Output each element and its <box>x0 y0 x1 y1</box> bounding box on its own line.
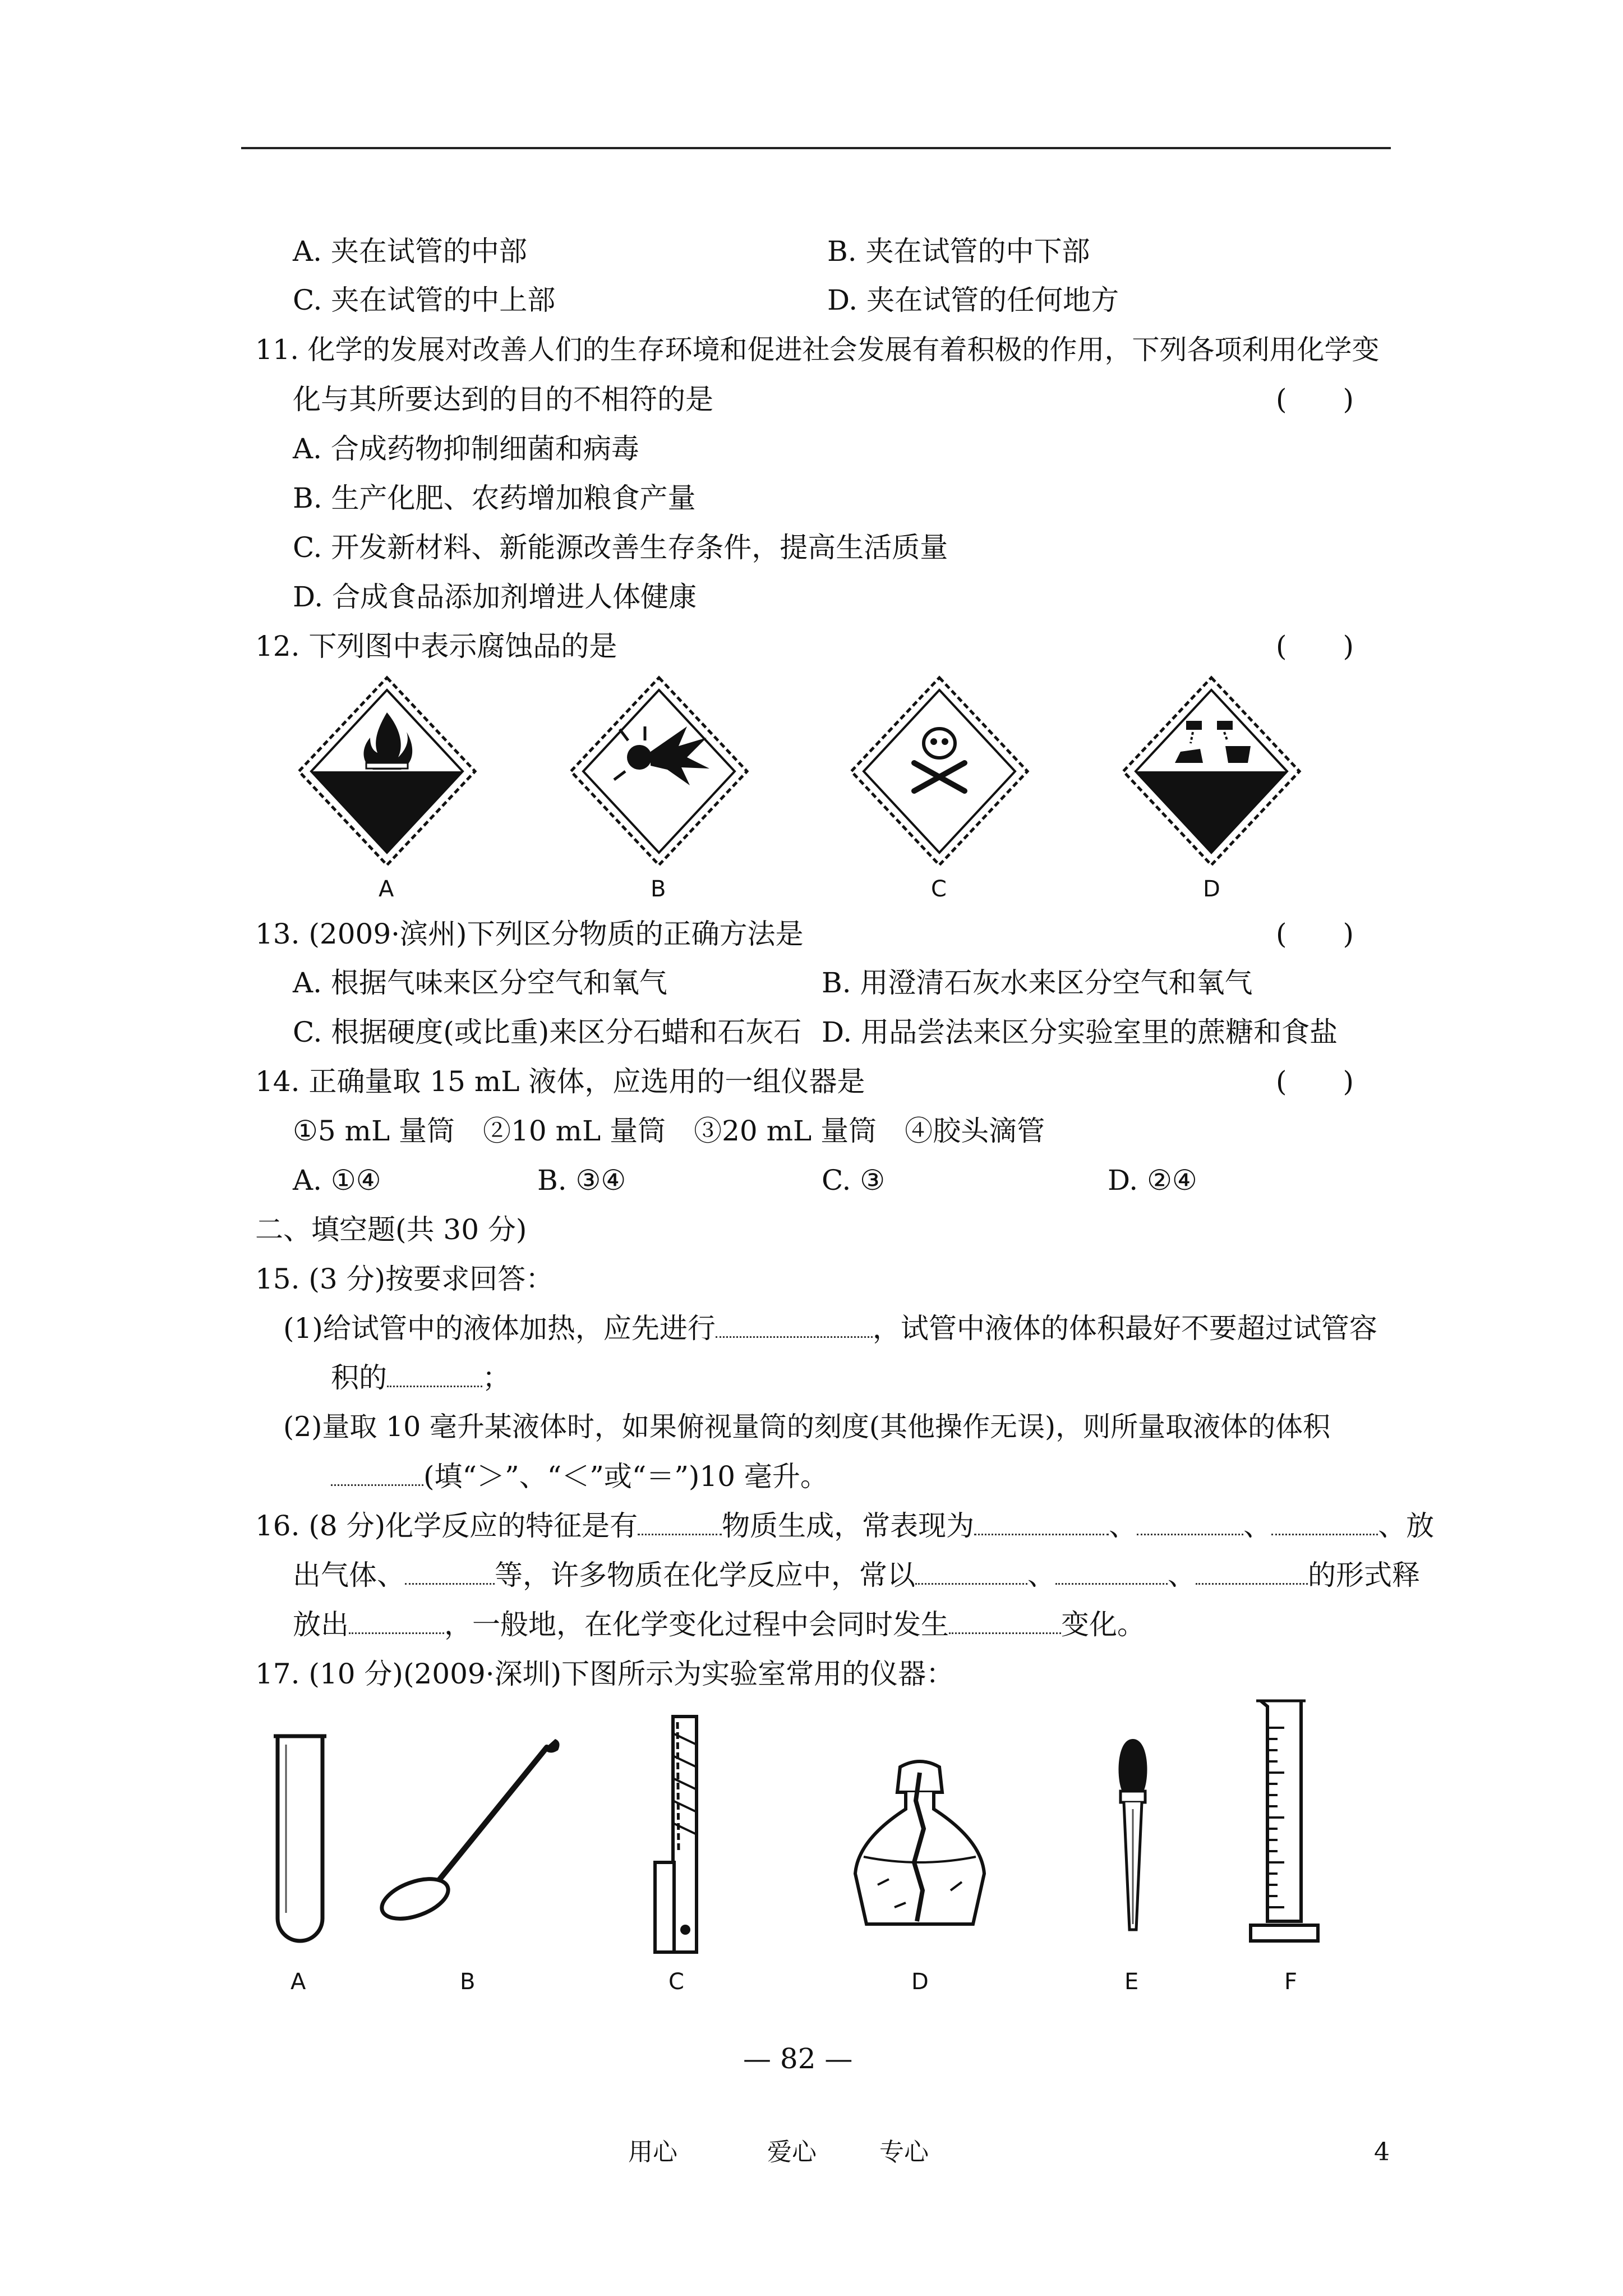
q15-part1-line1 <box>283 1312 1377 1345</box>
q16-text-2b: 等，许多物质在化学反应中，常以 <box>495 1559 915 1591</box>
q14-option-a: A. ①④ <box>293 1164 381 1197</box>
q15-part2-line1: (2)量取 10 毫升某液体时，如果俯视量筒的刻度(其他操作无误)，则所量取液体的体积 <box>283 1411 1331 1443</box>
footer-page-index: 4 <box>1374 2138 1390 2166</box>
q16-text-3c: 变化。 <box>1061 1608 1145 1641</box>
q11-option-a: A. 合成药物抑制细菌和病毒 <box>293 432 639 465</box>
q16-blank-3[interactable] <box>1137 1511 1243 1535</box>
q13-option-a: A. 根据气味来区分空气和氧气 <box>293 967 667 999</box>
q12-label-b: B <box>651 876 666 902</box>
q16-text-1e: 、放 <box>1378 1510 1435 1542</box>
q10-option-d: D. 夹在试管的任何地方 <box>827 284 1119 316</box>
corrosive-sign-icon <box>1119 673 1304 875</box>
q16-text-1a: 16. (8 分)化学反应的特征是有 <box>255 1510 638 1542</box>
q17-stem: 17. (10 分)(2009·深圳)下图所示为实验室常用的仪器： <box>255 1658 955 1690</box>
q13-option-d: D. 用品尝法来区分实验室里的蔗糖和食盐 <box>822 1016 1338 1048</box>
q16-blank-9[interactable] <box>349 1610 444 1634</box>
q16-blank-8[interactable] <box>1196 1561 1308 1585</box>
footer-text-1: 用心 <box>628 2138 677 2166</box>
q16-text-1b: 物质生成，常表现为 <box>722 1510 975 1542</box>
q12-stem: 12. 下列图中表示腐蚀品的是 <box>255 630 617 662</box>
q16-text-2c: 、 <box>1027 1559 1055 1591</box>
q15-part1-text-b: ，试管中液体的体积最好不要超过试管容 <box>872 1312 1377 1345</box>
q16-blank-1[interactable] <box>638 1511 722 1535</box>
q11-answer-paren: ( ) <box>1276 383 1354 416</box>
q14-option-d: D. ②④ <box>1108 1164 1197 1197</box>
q16-blank-5[interactable] <box>405 1561 495 1585</box>
q12-answer-paren: ( ) <box>1276 630 1354 662</box>
q16-text-1c: 、 <box>1109 1510 1137 1542</box>
q11-stem-line1: 11. 化学的发展对改善人们的生存环境和促进社会发展有着积极的作用，下列各项利用化学变 <box>255 334 1380 366</box>
q16-line1 <box>255 1509 1434 1543</box>
q15-part1-line2 <box>331 1361 510 1395</box>
q13-stem: 13. (2009·滨州)下列区分物质的正确方法是 <box>255 918 804 950</box>
graduated-cylinder-icon <box>1245 1694 1324 1952</box>
footer-text-3: 专心 <box>879 2138 929 2166</box>
q13-answer-paren: ( ) <box>1276 918 1354 950</box>
q10-option-c: C. 夹在试管的中上部 <box>293 284 556 316</box>
q16-text-2a: 出气体、 <box>293 1559 405 1591</box>
q17-label-b: B <box>460 1969 476 1995</box>
q12-label-c: C <box>931 876 947 902</box>
q15-part2-text-b: (填“＞”、“＜”或“＝”)10 毫升。 <box>423 1460 828 1493</box>
alcohol-lamp-icon <box>844 1756 995 1935</box>
test-tube-icon <box>269 1728 331 1952</box>
page-number: — 82 — <box>743 2042 853 2075</box>
q16-blank-6[interactable] <box>915 1561 1027 1585</box>
flammable-sign-icon <box>294 673 479 875</box>
q16-line2 <box>293 1558 1420 1592</box>
q14-stem: 14. 正确量取 15 mL 液体，应选用的一组仪器是 <box>255 1065 865 1098</box>
q15-blank-1[interactable] <box>716 1314 873 1338</box>
q16-text-1d: 、 <box>1243 1510 1272 1542</box>
q12-label-d: D <box>1203 876 1220 902</box>
q14-option-c: C. ③ <box>822 1164 886 1197</box>
q15-blank-2[interactable] <box>387 1363 482 1387</box>
q17-label-d: D <box>911 1969 929 1995</box>
q15-part1-text-c: 积的 <box>331 1361 387 1394</box>
q16-blank-7[interactable] <box>1055 1561 1168 1585</box>
top-rule <box>241 147 1391 149</box>
q11-option-b: B. 生产化肥、农药增加粮食产量 <box>293 482 696 514</box>
q17-label-e: E <box>1124 1969 1139 1995</box>
q16-line3 <box>293 1608 1145 1641</box>
q14-option-b: B. ③④ <box>537 1164 626 1197</box>
q12-label-a: A <box>379 876 394 902</box>
q11-option-d: D. 合成食品添加剂增进人体健康 <box>293 581 697 613</box>
q16-text-2e: 的形式释 <box>1308 1559 1420 1591</box>
q17-label-a: A <box>291 1969 306 1995</box>
q11-stem-line2: 化与其所要达到的目的不相符的是 <box>293 383 713 416</box>
q14-items: ①5 mL 量筒 ②10 mL 量筒 ③20 mL 量筒 ④胶头滴管 <box>293 1115 1045 1147</box>
q15-part2-line2 <box>331 1460 828 1493</box>
medicine-spoon-icon <box>381 1733 566 1924</box>
q16-blank-2[interactable] <box>974 1511 1109 1535</box>
q17-label-c: C <box>668 1969 684 1995</box>
q16-text-3a: 放出 <box>293 1608 349 1641</box>
q15-part1-text-d: ； <box>482 1361 510 1394</box>
q16-text-3b: ，一般地，在化学变化过程中会同时发生 <box>444 1608 949 1641</box>
q16-blank-10[interactable] <box>949 1610 1061 1634</box>
q13-option-c: C. 根据硬度(或比重)来区分石蜡和石灰石 <box>293 1016 802 1048</box>
q15-stem: 15. (3 分)按要求回答： <box>255 1263 554 1295</box>
q10-option-a: A. 夹在试管的中部 <box>293 235 527 268</box>
q17-label-f: F <box>1284 1969 1298 1995</box>
q14-answer-paren: ( ) <box>1276 1065 1354 1098</box>
dropper-icon <box>1110 1731 1155 1938</box>
q10-option-b: B. 夹在试管的中下部 <box>827 235 1090 268</box>
q15-blank-3[interactable] <box>331 1462 423 1486</box>
explosive-sign-icon <box>566 673 751 875</box>
section-2-heading: 二、填空题(共 30 分) <box>255 1213 527 1246</box>
q16-text-2d: 、 <box>1168 1559 1196 1591</box>
q13-option-b: B. 用澄清石灰水来区分空气和氧气 <box>822 967 1253 999</box>
q16-blank-4[interactable] <box>1271 1511 1378 1535</box>
toxic-sign-icon <box>847 673 1032 875</box>
q15-part1-text-a: (1)给试管中的液体加热，应先进行 <box>283 1312 716 1345</box>
test-tube-holder-icon <box>639 1711 718 1958</box>
footer-text-2: 爱心 <box>767 2138 817 2166</box>
q11-option-c: C. 开发新材料、新能源改善生存条件，提高生活质量 <box>293 531 948 564</box>
